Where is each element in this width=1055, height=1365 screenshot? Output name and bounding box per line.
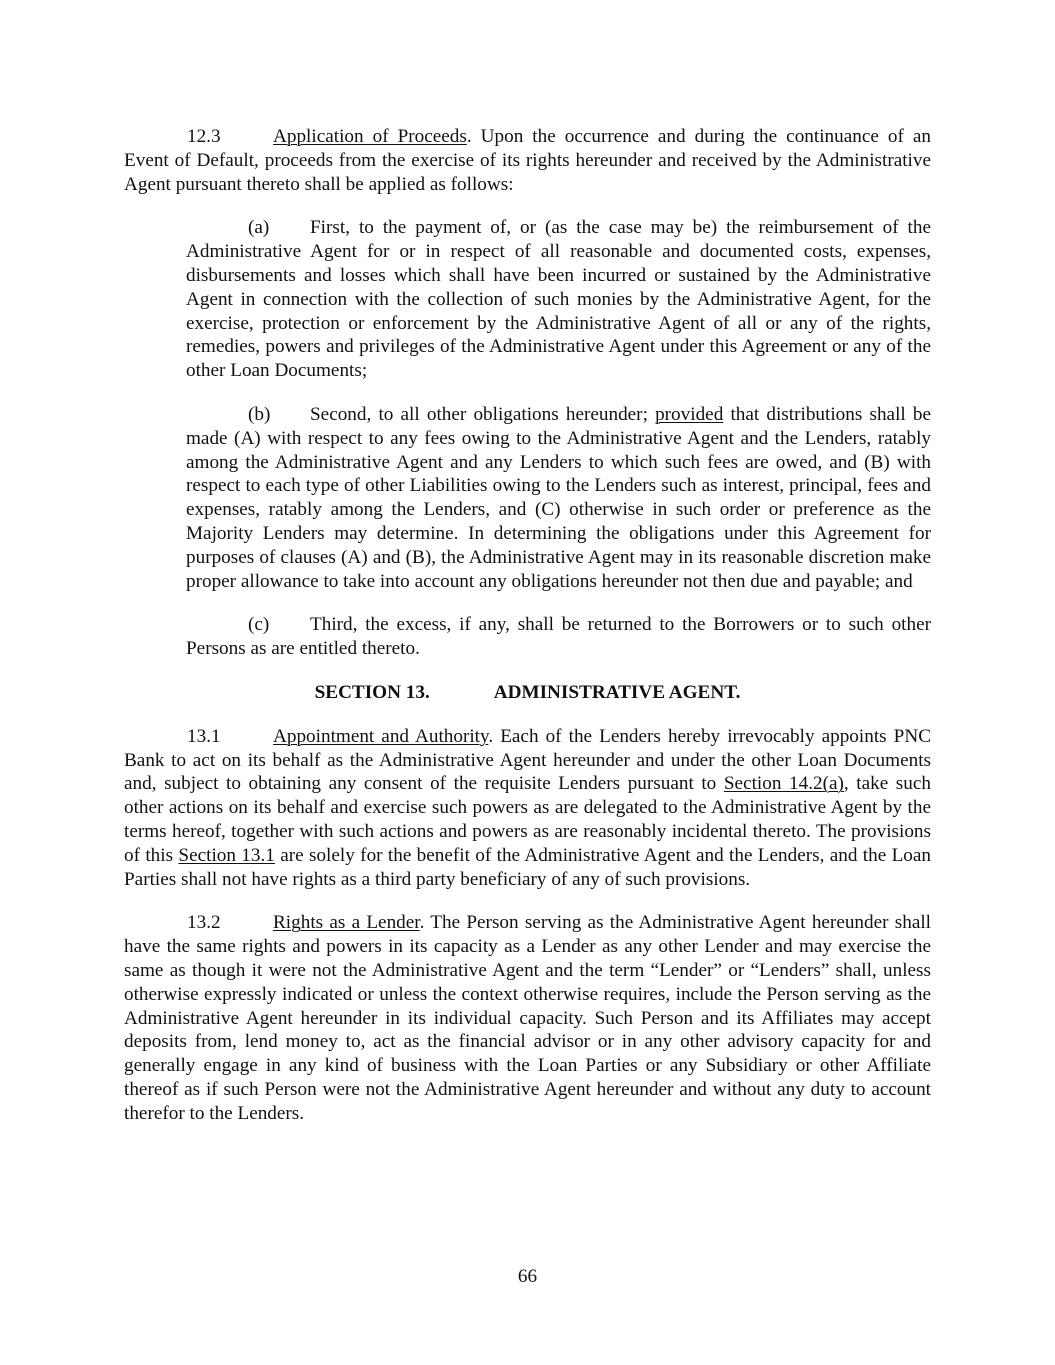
section-body: . The Person serving as the Administrative Agent hereunder shall have the same rights and powers in its capacity as a Lender as any other Lender and may exercise the same as though it were not the Administrative Agent and the term “Lender” or “Lenders” shall, unless otherwise expressly indicated or unless the context otherwise requires, include the Person serving as the Administrative Agent hereunder in its individual capacity. Such Person and its Affiliates may accept deposits from, lend money to, act as the financial advisor or in any other advisory capacity for and generally engage in any kind of business with the Loan Parties or any Subsidiary or other Affiliate thereof as if such Person were not the Administrative Agent hereunder and without any duty to account therefor to the Lenders. bbox=[124, 912, 931, 1124]
section-13-2 bbox=[124, 911, 931, 1125]
section-title: Appointment and Authority bbox=[273, 725, 489, 747]
page-number: 66 bbox=[517, 1266, 538, 1287]
provided-term: provided bbox=[655, 403, 724, 425]
section-number: 13.1 bbox=[187, 725, 221, 747]
cross-reference-section-14-2a: Section 14.2(a) bbox=[723, 773, 844, 795]
clause-b bbox=[186, 403, 931, 593]
clause-body-end: that distributions shall be made (A) with respect to any fees owing to the Administrative Agent and the Lenders, ratably among the Administrative Agent and any Lenders to which such fees are owed, and (B) with respect to each type of other Liabilities owing to the Lenders such as interest, principal, fees and expenses, ratably among the Lenders, and (C) otherwise in such order or preference as the Majority Lenders may determine. In determining the obligations under this Agreement for purposes of clauses (A) and (B), the Administrative Agent may in its reasonable discretion make proper allowance to take into account any obligations hereunder not then due and payable; and bbox=[186, 403, 931, 592]
clause-c bbox=[186, 613, 931, 661]
section-body-part-2: , take such other actions on its behalf and exercise such powers as are delegated to the Administrative Agent by the terms hereof, together with such actions and powers as are reasonably incidental thereto. The provisions of this bbox=[124, 773, 931, 866]
section-title: Application of Proceeds bbox=[273, 126, 467, 147]
cross-reference-section-13-1: Section 13.1 bbox=[178, 844, 275, 866]
section-13-1 bbox=[124, 725, 931, 892]
clause-label: (b) bbox=[248, 403, 271, 425]
section-body: . Upon the occurrence and during the continuance of an Event of Default, proceeds from the exercise of its rights hereunder and received by the Administrative Agent pursuant thereto shall be applied as follows: bbox=[124, 126, 931, 195]
section-body-part-1: . Each of the Lenders hereby irrevocably appoints PNC Bank to act on its behalf as the Administrative Agent hereunder and under the other Loan Documents and, subject to obtaining any consent of the requisite Lenders pursuant to bbox=[124, 725, 931, 795]
clause-body: First, to the payment of, or (as the case may be) the reimbursement of the Administrative Agent for or in respect of all reasonable and documented costs, expenses, disbursements and losses which shall have been incurred or sustained by the Administrative Agent in connection with the collection of such monies by the Administrative Agent, for the exercise, protection or enforcement by the Administrative Agent of all or any of the rights, remedies, powers and privileges of the Administrative Agent under this Agreement or any of the other Loan Documents; bbox=[186, 217, 931, 382]
section-body-part-3: are solely for the benefit of the Administrative Agent and the Lenders, and the Loan Parties shall not have rights as a third party beneficiary of any of such provisions. bbox=[124, 844, 931, 890]
section-heading-number: SECTION 13. bbox=[314, 681, 430, 703]
section-12-3 bbox=[124, 125, 931, 196]
section-number: 12.3 bbox=[187, 126, 221, 147]
section-heading-title: ADMINISTRATIVE AGENT. bbox=[493, 681, 741, 703]
clause-a bbox=[186, 216, 931, 383]
document-page bbox=[124, 125, 931, 1125]
clause-body: Third, the excess, if any, shall be returned to the Borrowers or to such other Persons as are entitled thereto. bbox=[186, 614, 931, 660]
clause-body-start: Second, to all other obligations hereunder; bbox=[310, 403, 656, 425]
clause-label: (a) bbox=[248, 217, 270, 239]
clause-label: (c) bbox=[248, 614, 270, 636]
section-13-heading bbox=[124, 681, 931, 705]
section-title: Rights as a Lender bbox=[273, 912, 420, 934]
section-number: 13.2 bbox=[187, 912, 221, 934]
